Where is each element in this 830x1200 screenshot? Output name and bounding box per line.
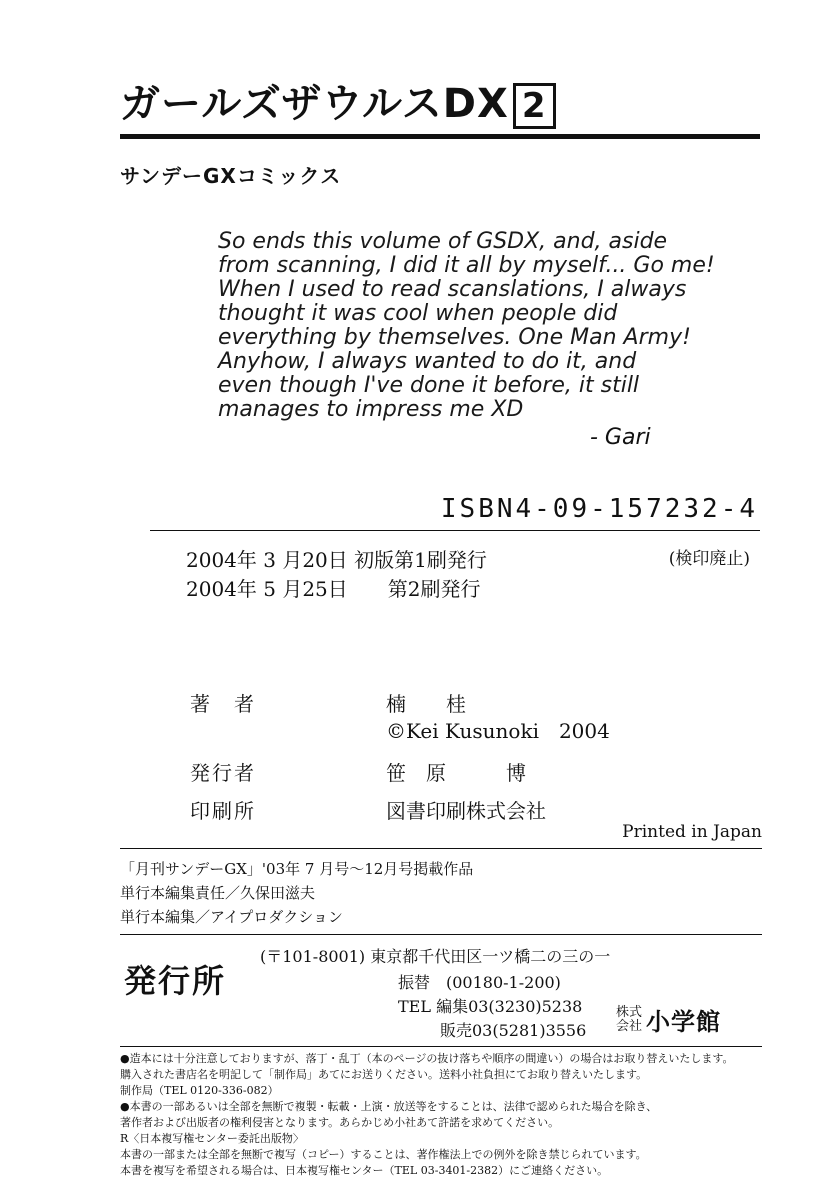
- publisher-person-label: 発行者: [190, 761, 256, 785]
- seal-stamp-note: (検印廃止): [668, 549, 750, 569]
- first-printing: 2004年 3 月20日 初版第1刷発行: [186, 548, 487, 572]
- note-signature: - Gari: [590, 425, 651, 450]
- title-text: ガールズザウルスDX: [120, 81, 509, 127]
- note-line: manages to impress me XD: [218, 397, 524, 422]
- isbn: ISBN4-09-157232-4: [440, 494, 758, 524]
- printer-label: 印刷所: [190, 799, 256, 823]
- second-printing: 2004年 5 月25日 第2刷発行: [186, 577, 481, 601]
- note-line: even though I've done it before, it still: [218, 373, 640, 398]
- printer-name: 図書印刷株式会社: [386, 799, 546, 823]
- fine-print-line: ●造本には十分注意しておりますが、落丁・乱丁（本のページの抜け落ちや順序の間違い）の場合はお取り替えいたします。: [120, 1052, 734, 1065]
- company-name: 小学館: [646, 1008, 722, 1036]
- imprint-label: サンデーGXコミックス: [120, 164, 342, 188]
- note-line: thought it was cool when people did: [218, 301, 618, 326]
- production-line: 単行本編集／アイプロダクション: [120, 908, 343, 926]
- transfer-account: 振替 (00180-1-200): [398, 973, 561, 992]
- serialization-line: 「月刊サンデーGX」'03年 7 月号～12月号掲載作品: [120, 860, 474, 878]
- fine-print-line: R〈日本複写権センター委託出版物〉: [120, 1132, 304, 1145]
- publisher-company: [616, 1002, 721, 1037]
- fine-print-line: 本書の一部または全部を無断で複写（コピー）することは、著作権法上での例外を除き禁じられています。: [120, 1148, 647, 1161]
- title-rule: [120, 134, 760, 139]
- fine-print-line: ●本書の一部あるいは全部を無断で複製・転載・上演・放送等をすることは、法律で認められた場合を除き、: [120, 1100, 658, 1113]
- publisher-label: 発行所: [124, 962, 227, 1000]
- author-name: 楠 桂: [386, 692, 466, 716]
- note-line: When I used to read scanslations, I always: [218, 277, 687, 302]
- translator-note: [218, 230, 715, 422]
- tel-editorial: TEL 編集03(3230)5238: [398, 997, 583, 1016]
- kabu-line: 会社: [616, 1018, 643, 1034]
- author-label: 著 者: [190, 692, 256, 716]
- fine-print-line: 制作局（TEL 0120-336-082）: [120, 1084, 279, 1097]
- publisher-address: (〒101-8001) 東京都千代田区一ツ橋二の三の一: [260, 947, 611, 966]
- note-line: everything by themselves. One Man Army!: [218, 325, 691, 350]
- note-line: So ends this volume of GSDX, and, aside: [218, 229, 668, 254]
- editor-line: 単行本編集責任／久保田滋夫: [120, 884, 316, 902]
- copyright: ©Kei Kusunoki 2004: [386, 719, 610, 743]
- note-line: Anyhow, I always wanted to do it, and: [218, 349, 637, 374]
- book-title: [120, 72, 556, 129]
- tel-sales: 販売03(5281)3556: [440, 1021, 587, 1040]
- fine-print-line: 本書を複写を希望される場合は、日本複写権センター（TEL 03-3401-2382）にご連絡ください。: [120, 1164, 609, 1177]
- isbn-rule: [150, 530, 760, 531]
- volume-number: 2: [513, 83, 556, 129]
- printed-in: Printed in Japan: [622, 822, 762, 842]
- fine-print-line: 購入された書店名を明記して「制作局」あてにお送りください。送料小社負担にてお取り替えいたします。: [120, 1068, 648, 1081]
- note-line: from scanning, I did it all by myself... Go me!: [218, 253, 715, 278]
- credits-rule: [120, 848, 762, 849]
- kabushiki-kaisha: [616, 1006, 642, 1034]
- publisher-rule: [120, 1046, 762, 1047]
- serialization-rule: [120, 934, 762, 935]
- kabu-line: 株式: [616, 1004, 643, 1020]
- fine-print-line: 著作者および出版者の権利侵害となります。あらかじめ小社あて許諾を求めてください。: [120, 1116, 560, 1129]
- publisher-person: 笹 原 博: [386, 761, 526, 785]
